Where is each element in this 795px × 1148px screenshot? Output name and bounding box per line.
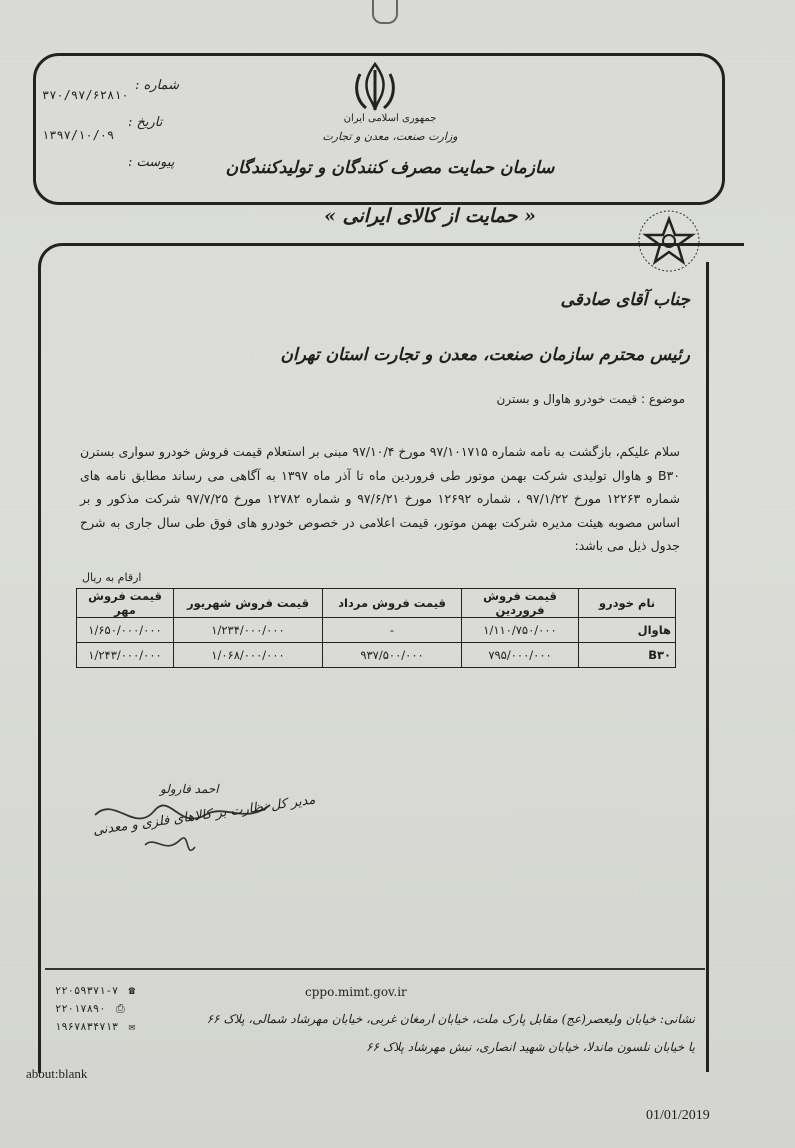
number-label: شماره : <box>135 78 179 93</box>
footer-divider <box>45 968 705 970</box>
attachment-label: پیوست : <box>128 155 175 170</box>
cell-price: ۱/۰۶۸/۰۰۰/۰۰۰ <box>174 643 323 668</box>
website-text: cppo.mimt.gov.ir <box>305 985 407 999</box>
iran-emblem-icon <box>350 60 400 114</box>
phone-icon: ☎ <box>128 984 136 997</box>
cell-price: ۱/۲۴۳/۰۰۰/۰۰۰ <box>77 643 174 668</box>
fax-icon: ⎙ <box>115 1002 125 1015</box>
price-table <box>76 588 676 668</box>
addressee-title: رئیس محترم سازمان صنعت، معدن و تجارت استان تهران <box>280 345 690 365</box>
date-label: تاریخ : <box>128 115 163 130</box>
units-note: ارقام به ریال <box>82 571 142 584</box>
table-row <box>77 618 676 643</box>
address-line-2: یا خیابان نلسون ماندلا، خیابان شهید انصاری، نبش مهرشاد پلاک ۶۶ <box>366 1040 695 1054</box>
slogan: « حمایت از کالای ایرانی » <box>324 205 536 227</box>
print-date: 01/01/2019 <box>646 1108 710 1123</box>
phone-line <box>55 984 135 997</box>
col-farvardin: قیمت فروش فروردین <box>462 589 579 618</box>
postal-code: ۱۹۶۷۸۳۴۷۱۳ <box>55 1021 119 1033</box>
cell-price: ۷۹۵/۰۰۰/۰۰۰ <box>462 643 579 668</box>
postal-line <box>55 1020 135 1033</box>
org-country: جمهوری اسلامی ایران <box>343 113 437 124</box>
letter-paragraph: سلام علیکم، بازگشت به نامه شماره ۹۷/۱۰۱۷۱۵ مورخ ۹۷/۱۰/۴ مبنی بر استعلام قیمت فروش خودرو سواری بسترن B۳۰ و هاوال تولیدی شرکت بهمن موتور طی فروردین ماه تا آذر ماه ۱۳۹۷ به آگاهی می رساند مطابق نامه های شماره ۱۲۲۶۳ مورخ ۹۷/۱/۲۲ ، شماره ۱۲۶۹۲ مورخ ۹۷/۶/۲۱ و شماره ۱۲۷۸۲ مورخ ۹۷/۷/۲۵ شرکت مذکور و بر اساس مصوبه هیئت مدیره شرکت بهمن موتور، قیمت اعلامی در خصوص خودرو های فوق طی سال جاری به شرح جدول ذیل می باشد: <box>80 444 680 553</box>
cell-price: - <box>323 618 462 643</box>
address-line-1: نشانی: خیابان ولیعصر(عج) مقابل پارک ملت، خیابان ارمغان غربی، خیابان مهرشاد شمالی، پلاک ۶۶ <box>206 1012 695 1026</box>
cell-price: ۱/۶۵۰/۰۰۰/۰۰۰ <box>77 618 174 643</box>
col-mordad: قیمت فروش مرداد <box>323 589 462 618</box>
table-header-row <box>77 589 676 618</box>
cell-price: ۱/۱۱۰/۷۵۰/۰۰۰ <box>462 618 579 643</box>
addressee-name: جناب آقای صادقی <box>560 290 690 310</box>
col-shahrivar: قیمت فروش شهریور <box>174 589 323 618</box>
cell-car: هاوال <box>579 618 676 643</box>
cell-car: B۳۰ <box>579 643 676 668</box>
paper-clip <box>372 0 398 24</box>
mail-icon: ✉ <box>128 1020 136 1033</box>
col-mehr: قیمت فروش مهر <box>77 589 174 618</box>
phone-number: ۲۲۰۵۹۳۷۱-۷ <box>55 985 119 997</box>
org-name: سازمان حمایت مصرف کنندگان و تولیدکنندگان <box>225 158 555 178</box>
cell-price: ۱/۲۳۴/۰۰۰/۰۰۰ <box>174 618 323 643</box>
signatory-title: مدیر کل نظارت بر کالاهای فلزی و معدنی <box>92 792 317 839</box>
date-value: ۱۳۹۷/۱۰/۰۹ <box>42 128 115 142</box>
letter-subject: موضوع : قیمت خودرو هاوال و بسترن <box>496 392 685 406</box>
cell-price: ۹۳۷/۵۰۰/۰۰۰ <box>323 643 462 668</box>
fax-number: ۲۲۰۱۷۸۹۰ <box>55 1003 106 1015</box>
browser-url-footer: about:blank <box>26 1066 88 1081</box>
signatory-name: احمد فارولو <box>160 782 219 796</box>
frame-right-border <box>706 262 709 1072</box>
number-value: ۳۷۰/۹۷/۶۲۸۱۰ <box>42 88 129 102</box>
table-row <box>77 643 676 668</box>
org-ministry: وزارت صنعت، معدن و تجارت <box>322 130 458 143</box>
fax-line <box>55 1002 125 1016</box>
col-car-name: نام خودرو <box>579 589 676 618</box>
